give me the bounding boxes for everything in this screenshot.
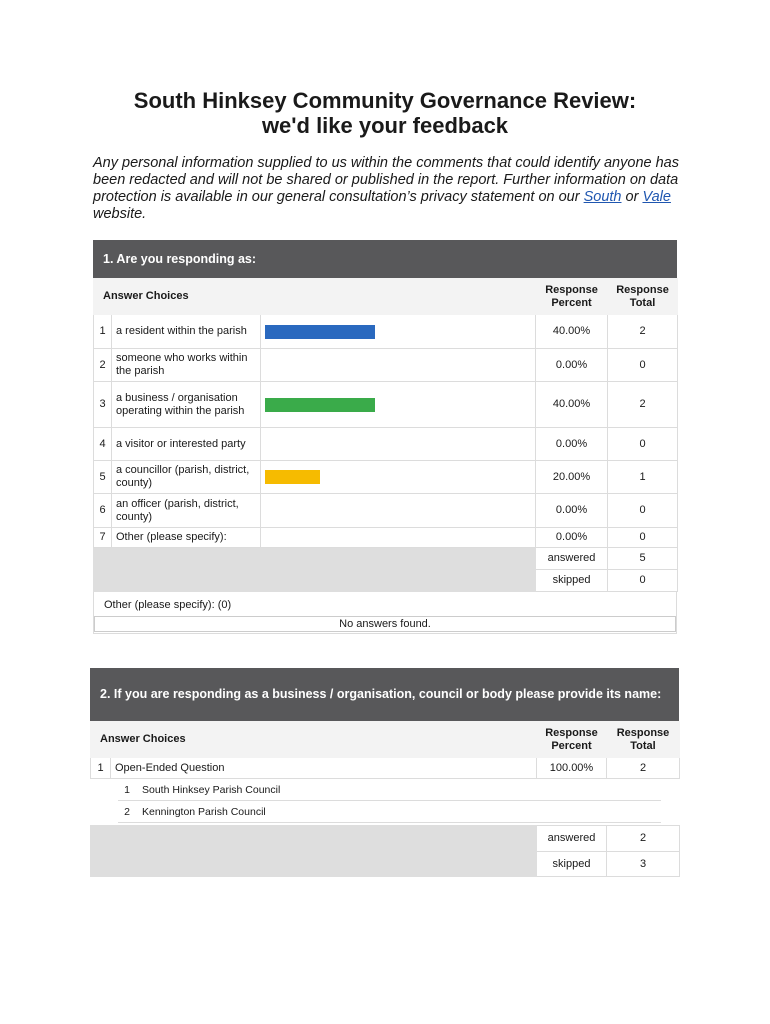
- row-number: 4: [94, 428, 112, 461]
- choice-label: an officer (parish, district, county): [112, 494, 261, 528]
- question-1-header-row: [94, 279, 678, 315]
- answer-row: [94, 494, 678, 528]
- response-bar: [265, 398, 375, 412]
- response-total: 2: [608, 382, 678, 428]
- question-2-summary: [90, 825, 680, 877]
- response-percent: 40.00%: [536, 315, 608, 349]
- summary-fill: [91, 852, 537, 877]
- choice-label: someone who works within the parish: [112, 349, 261, 382]
- response-total: 1: [608, 461, 678, 494]
- choice-label: a business / organisation operating within the parish: [112, 382, 261, 428]
- answer-text: Kennington Parish Council: [142, 805, 266, 818]
- answer-number: 2: [124, 805, 130, 818]
- response-total-header: Response Total: [607, 722, 680, 758]
- list-item: [118, 801, 661, 823]
- question-2-block: [90, 668, 679, 877]
- intro-text-3: website.: [93, 206, 147, 222]
- answer-number: 1: [124, 783, 130, 796]
- bar-cell: [261, 349, 536, 382]
- response-percent: 40.00%: [536, 382, 608, 428]
- response-percent-header: Response Percent: [536, 279, 608, 315]
- summary-fill: [94, 570, 536, 592]
- choice-label: Open-Ended Question: [111, 758, 537, 779]
- response-bar: [265, 325, 375, 339]
- row-number: 2: [94, 349, 112, 382]
- page-title: [0, 88, 770, 138]
- bar-cell: [261, 315, 536, 349]
- vale-link[interactable]: Vale: [642, 189, 671, 205]
- response-percent: 0.00%: [536, 528, 608, 548]
- answer-row: [94, 428, 678, 461]
- answer-choices-header: Answer Choices: [94, 279, 536, 315]
- question-2-header-row: [91, 722, 680, 758]
- bar-cell: [261, 494, 536, 528]
- skipped-count: 0: [608, 570, 678, 592]
- response-total: 2: [607, 758, 680, 779]
- skipped-row: [91, 852, 680, 877]
- response-total: 0: [608, 494, 678, 528]
- answer-choices-header: Answer Choices: [91, 722, 537, 758]
- answer-row: [94, 349, 678, 382]
- skipped-label: skipped: [537, 852, 607, 877]
- choice-label: a resident within the parish: [112, 315, 261, 349]
- response-percent: 100.00%: [537, 758, 607, 779]
- choice-label: a councillor (parish, district, county): [112, 461, 261, 494]
- response-total: 0: [608, 428, 678, 461]
- list-item: [118, 779, 661, 801]
- question-1-heading: 1. Are you responding as:: [93, 240, 677, 278]
- answer-row: [94, 528, 678, 548]
- response-percent: 0.00%: [536, 428, 608, 461]
- question-1-table: [93, 278, 678, 592]
- row-number: 1: [94, 315, 112, 349]
- answer-row: [94, 382, 678, 428]
- answer-row: [94, 315, 678, 349]
- title-line-2: we'd like your feedback: [261, 113, 509, 138]
- open-ended-answers: [90, 779, 679, 825]
- question-2-table: [90, 721, 680, 779]
- choice-label: Other (please specify):: [112, 528, 261, 548]
- question-2-heading: 2. If you are responding as a business / organisation, council or body please provide its name:: [90, 668, 679, 721]
- summary-fill: [91, 826, 537, 852]
- answer-row: [91, 758, 680, 779]
- bar-cell: [261, 382, 536, 428]
- response-percent: 0.00%: [536, 494, 608, 528]
- row-number: 5: [94, 461, 112, 494]
- no-answers-message: No answers found.: [94, 616, 676, 632]
- answered-row: [91, 826, 680, 852]
- row-number: 1: [91, 758, 111, 779]
- intro-paragraph: [93, 155, 683, 223]
- row-number: 6: [94, 494, 112, 528]
- answer-text: South Hinksey Parish Council: [142, 783, 281, 796]
- answered-count: 5: [608, 548, 678, 570]
- question-1-block: [93, 240, 677, 634]
- skipped-label: skipped: [536, 570, 608, 592]
- intro-text-1: Any personal information supplied to us within the comments that could identify anyone has been redacted and will not be shared or published in the report. Further information on data protection is available in our general consultation’s privacy statement on our: [93, 155, 679, 205]
- response-percent: 20.00%: [536, 461, 608, 494]
- bar-cell: [261, 528, 536, 548]
- answered-label: answered: [536, 548, 608, 570]
- skipped-row: [94, 570, 678, 592]
- title-line-1: South Hinksey Community Governance Review:: [133, 88, 637, 113]
- summary-fill: [94, 548, 536, 570]
- response-total: 0: [608, 349, 678, 382]
- answered-row: [94, 548, 678, 570]
- row-number: 7: [94, 528, 112, 548]
- answer-row: [94, 461, 678, 494]
- response-percent-header: Response Percent: [537, 722, 607, 758]
- bar-cell: [261, 428, 536, 461]
- row-number: 3: [94, 382, 112, 428]
- skipped-count: 3: [607, 852, 680, 877]
- other-responses-label: Other (please specify): (0): [104, 599, 232, 611]
- answered-label: answered: [537, 826, 607, 852]
- response-percent: 0.00%: [536, 349, 608, 382]
- other-responses-section: [93, 592, 677, 634]
- bar-cell: [261, 461, 536, 494]
- response-total: 0: [608, 528, 678, 548]
- south-link[interactable]: South: [583, 189, 622, 205]
- intro-text-2: or: [621, 189, 643, 205]
- answered-count: 2: [607, 826, 680, 852]
- choice-label: a visitor or interested party: [112, 428, 261, 461]
- response-bar: [265, 470, 320, 484]
- response-total: 2: [608, 315, 678, 349]
- response-total-header: Response Total: [608, 279, 678, 315]
